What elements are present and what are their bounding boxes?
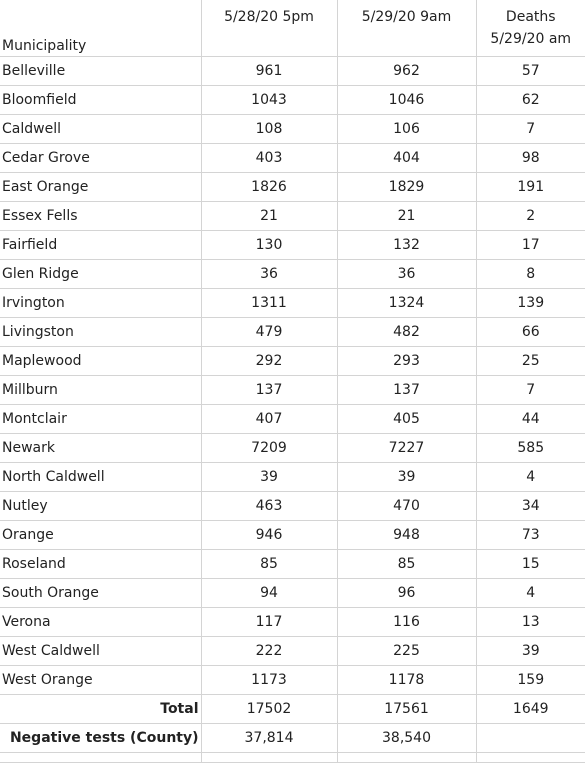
header-deaths[interactable]	[476, 0, 585, 57]
table-row	[0, 260, 585, 289]
cases-5-29-cell[interactable]: 7227	[337, 434, 476, 463]
cases-5-28-cell[interactable]: 1826	[201, 173, 337, 202]
cases-5-28-cell[interactable]: 1311	[201, 289, 337, 318]
cases-5-29-cell[interactable]: 404	[337, 144, 476, 173]
cases-5-29-cell[interactable]: 962	[337, 57, 476, 86]
cases-5-29-cell[interactable]: 96	[337, 579, 476, 608]
table-row	[0, 347, 585, 376]
cases-5-28-cell[interactable]: 130	[201, 231, 337, 260]
cases-5-29-cell[interactable]: 116	[337, 608, 476, 637]
negative-deaths-cell[interactable]	[476, 724, 585, 753]
table-row	[0, 318, 585, 347]
cases-5-29-cell[interactable]: 137	[337, 376, 476, 405]
municipality-cell[interactable]: West Caldwell	[0, 637, 201, 666]
table-row	[0, 86, 585, 115]
deaths-cell[interactable]: 62	[476, 86, 585, 115]
header-municipality[interactable]: Municipality	[0, 0, 201, 57]
table-row	[0, 434, 585, 463]
table-row	[0, 463, 585, 492]
cases-5-29-cell[interactable]: 1178	[337, 666, 476, 695]
municipality-cell[interactable]: Newark	[0, 434, 201, 463]
cases-5-28-cell[interactable]: 85	[201, 550, 337, 579]
deaths-cell[interactable]: 191	[476, 173, 585, 202]
deaths-cell[interactable]: 44	[476, 405, 585, 434]
deaths-cell[interactable]: 139	[476, 289, 585, 318]
table-row	[0, 173, 585, 202]
cases-5-28-cell[interactable]: 137	[201, 376, 337, 405]
cases-5-29-cell[interactable]: 85	[337, 550, 476, 579]
municipality-cell[interactable]: West Orange	[0, 666, 201, 695]
deaths-cell[interactable]: 2	[476, 202, 585, 231]
table-row	[0, 202, 585, 231]
cases-5-29-cell[interactable]: 36	[337, 260, 476, 289]
total-label[interactable]: Total	[0, 695, 201, 724]
deaths-cell[interactable]: 8	[476, 260, 585, 289]
municipality-cell[interactable]: Irvington	[0, 289, 201, 318]
cases-5-29-cell[interactable]: 39	[337, 463, 476, 492]
municipality-cell[interactable]: Orange	[0, 521, 201, 550]
municipality-cell[interactable]: Cedar Grove	[0, 144, 201, 173]
cases-5-28-cell[interactable]: 36	[201, 260, 337, 289]
cases-5-29-cell[interactable]: 293	[337, 347, 476, 376]
municipality-cell[interactable]: Essex Fells	[0, 202, 201, 231]
municipality-cell[interactable]: Maplewood	[0, 347, 201, 376]
cases-5-28-cell[interactable]: 961	[201, 57, 337, 86]
cases-5-28-cell[interactable]: 94	[201, 579, 337, 608]
table-row	[0, 289, 585, 318]
header-col2[interactable]: 5/29/20 9am	[337, 0, 476, 57]
deaths-cell[interactable]: 15	[476, 550, 585, 579]
empty-cell[interactable]	[0, 753, 201, 763]
deaths-cell[interactable]: 4	[476, 463, 585, 492]
table-row	[0, 666, 585, 695]
municipality-cell[interactable]: East Orange	[0, 173, 201, 202]
empty-cell[interactable]	[476, 753, 585, 763]
municipality-cell[interactable]: Verona	[0, 608, 201, 637]
deaths-cell[interactable]: 34	[476, 492, 585, 521]
municipality-cell[interactable]: Bloomfield	[0, 86, 201, 115]
municipality-cell[interactable]: Glen Ridge	[0, 260, 201, 289]
cases-5-28-cell[interactable]: 463	[201, 492, 337, 521]
municipality-cell[interactable]: Livingston	[0, 318, 201, 347]
deaths-cell[interactable]: 66	[476, 318, 585, 347]
municipality-cell[interactable]: Fairfield	[0, 231, 201, 260]
total-row	[0, 695, 585, 724]
table-row	[0, 637, 585, 666]
header-row	[0, 0, 585, 57]
header-col1[interactable]: 5/28/20 5pm	[201, 0, 337, 57]
cases-5-29-cell[interactable]: 1324	[337, 289, 476, 318]
cases-5-28-cell[interactable]: 222	[201, 637, 337, 666]
municipality-cell[interactable]: Roseland	[0, 550, 201, 579]
deaths-cell[interactable]: 159	[476, 666, 585, 695]
deaths-cell[interactable]: 4	[476, 579, 585, 608]
cases-5-28-cell[interactable]: 7209	[201, 434, 337, 463]
cases-5-28-cell[interactable]: 21	[201, 202, 337, 231]
empty-cell[interactable]	[201, 753, 337, 763]
negative-tests-row	[0, 724, 585, 753]
cases-5-29-cell[interactable]: 132	[337, 231, 476, 260]
table-row	[0, 57, 585, 86]
municipality-cell[interactable]: Millburn	[0, 376, 201, 405]
municipality-cell[interactable]: Caldwell	[0, 115, 201, 144]
deaths-cell[interactable]: 39	[476, 637, 585, 666]
cases-5-29-cell[interactable]: 948	[337, 521, 476, 550]
deaths-cell[interactable]: 25	[476, 347, 585, 376]
table-row	[0, 579, 585, 608]
table-row	[0, 405, 585, 434]
empty-cell[interactable]	[337, 753, 476, 763]
cases-5-29-cell[interactable]: 1046	[337, 86, 476, 115]
municipality-cell[interactable]: North Caldwell	[0, 463, 201, 492]
header-deaths-line1: Deaths	[505, 9, 556, 25]
cases-5-28-cell[interactable]: 407	[201, 405, 337, 434]
cases-5-29-cell[interactable]: 482	[337, 318, 476, 347]
deaths-cell[interactable]: 585	[476, 434, 585, 463]
cases-5-28-cell[interactable]: 108	[201, 115, 337, 144]
table-row	[0, 231, 585, 260]
cases-5-29-cell[interactable]: 405	[337, 405, 476, 434]
cases-5-28-cell[interactable]: 39	[201, 463, 337, 492]
negative-5-28-cell[interactable]: 37,814	[201, 724, 337, 753]
deaths-cell[interactable]: 7	[476, 376, 585, 405]
negative-tests-label[interactable]: Negative tests (County)	[0, 724, 201, 753]
cases-5-29-cell[interactable]: 225	[337, 637, 476, 666]
deaths-cell[interactable]: 13	[476, 608, 585, 637]
table-row	[0, 521, 585, 550]
cases-5-28-cell[interactable]: 117	[201, 608, 337, 637]
deaths-cell[interactable]: 98	[476, 144, 585, 173]
table-row	[0, 144, 585, 173]
total-deaths-cell[interactable]: 1649	[476, 695, 585, 724]
empty-row	[0, 753, 585, 763]
cases-5-28-cell[interactable]: 946	[201, 521, 337, 550]
table-row	[0, 550, 585, 579]
header-deaths-line2: 5/29/20 am	[490, 31, 572, 47]
table-row	[0, 115, 585, 144]
cases-5-28-cell[interactable]: 403	[201, 144, 337, 173]
cases-5-29-cell[interactable]: 21	[337, 202, 476, 231]
cases-5-28-cell[interactable]: 1173	[201, 666, 337, 695]
deaths-cell[interactable]: 7	[476, 115, 585, 144]
table-row	[0, 376, 585, 405]
cases-5-29-cell[interactable]: 470	[337, 492, 476, 521]
cases-5-28-cell[interactable]: 479	[201, 318, 337, 347]
cases-5-28-cell[interactable]: 1043	[201, 86, 337, 115]
deaths-cell[interactable]: 17	[476, 231, 585, 260]
municipality-cell[interactable]: Belleville	[0, 57, 201, 86]
cases-5-29-cell[interactable]: 106	[337, 115, 476, 144]
municipality-cell[interactable]: Nutley	[0, 492, 201, 521]
cases-5-29-cell[interactable]: 1829	[337, 173, 476, 202]
deaths-cell[interactable]: 73	[476, 521, 585, 550]
table-row	[0, 608, 585, 637]
total-5-29-cell[interactable]: 17561	[337, 695, 476, 724]
total-5-28-cell[interactable]: 17502	[201, 695, 337, 724]
municipality-cell[interactable]: South Orange	[0, 579, 201, 608]
deaths-cell[interactable]: 57	[476, 57, 585, 86]
negative-5-29-cell[interactable]: 38,540	[337, 724, 476, 753]
cases-5-28-cell[interactable]: 292	[201, 347, 337, 376]
table-row	[0, 492, 585, 521]
municipality-cell[interactable]: Montclair	[0, 405, 201, 434]
